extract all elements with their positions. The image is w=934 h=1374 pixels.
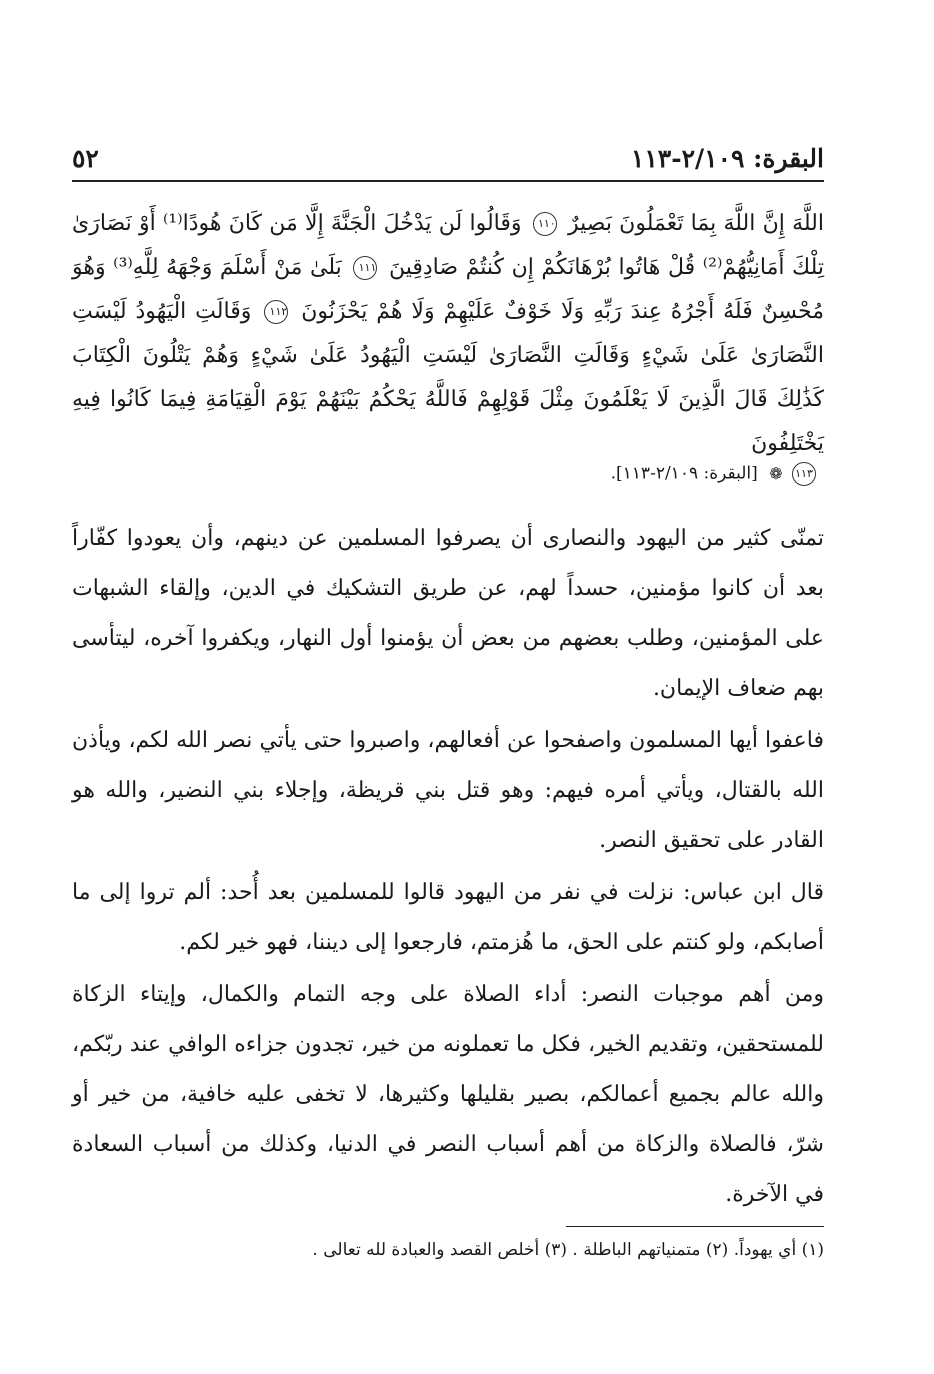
verse-text: وَقَالُوا لَن يَدْخُلَ الْجَنَّةَ إِلَّا مَن كَانَ هُودًا⁽¹⁾ أَوْ نَصَارَىٰ تِلْكَ أَمَانِيُّهُمْ⁽²⁾ قُلْ هَاتُوا بُرْهَانَكُمْ إِن كُنتُمْ صَادِقِينَ (72, 211, 825, 280)
source-reference: [البقرة: ٢/١٠٩-١١٣]. (610, 463, 758, 484)
ornament-icon: ❁ (769, 463, 783, 483)
verse-text: بَلَىٰ مَنْ أَسْلَمَ وَجْهَهُ لِلَّهِ⁽³⁾ وَهُوَ مُحْسِنٌ فَلَهُ أَجْرُهُ عِندَ رَبِّهِ وَلَا خَوْفٌ عَلَيْهِمْ وَلَا هُمْ يَحْزَنُونَ (72, 255, 824, 324)
paragraph: تمنّى كثير من اليهود والنصارى أن يصرفوا المسلمين عن دينهم، وأن يعودوا كفّاراً بعد أن كانوا مؤمنين، حسداً لهم، عن طريق التشكيك في الدين، وإلقاء الشبهات على المؤمنين، وطلب بعضهم من بعض أن يؤمنوا أول النهار، ويكفروا آخره، ليتأسى بهم ضعاف الإيمان. (72, 526, 824, 701)
verse-text: وَقَالَتِ الْيَهُودُ لَيْسَتِ النَّصَارَىٰ عَلَىٰ شَيْءٍ وَقَالَتِ النَّصَارَىٰ لَيْسَتِ الْيَهُودُ عَلَىٰ شَيْءٍ وَهُمْ يَتْلُونَ الْكِتَابَ كَذَٰلِكَ قَالَ الَّذِينَ لَا يَعْلَمُونَ مِثْلَ قَوْلِهِمْ فَاللَّهُ يَحْكُمُ بَيْنَهُمْ يَوْمَ الْقِيَامَةِ فِيمَا كَانُوا فِيهِ يَخْتَلِفُونَ (72, 299, 824, 456)
page-header (72, 140, 824, 182)
page-number: ٥٢ (72, 144, 99, 173)
running-head: البقرة: ٢/١٠٩-١١٣ (630, 144, 824, 173)
verse-text: اللَّهَ إِنَّ اللَّهَ بِمَا تَعْمَلُونَ بَصِيرٌ (567, 211, 824, 236)
footnotes: (١) أي يهوداً. (٢) متمنياتهم الباطلة . (٣) أخلص القصد والعبادة لله تعالى . (312, 1240, 824, 1260)
paragraph: فاعفوا أيها المسلمون واصفحوا عن أفعالهم، واصبروا حتى يأتي نصر الله لكم، ويأذن الله بالقتال، ويأتي أمره فيهم: وهو قتل بني قريظة، وإجلاء بني النضير، والله هو القادر على تحقيق النصر. (72, 728, 824, 853)
ayah-number-marker: ١١١ (353, 256, 377, 280)
quran-verses (72, 202, 824, 466)
footnote-divider (566, 1226, 824, 1227)
ayah-number-marker: ١١٠ (533, 212, 557, 236)
quran-source (611, 462, 820, 486)
paragraph: قال ابن عباس: نزلت في نفر من اليهود قالوا للمسلمين بعد أُحد: ألم تروا إلى ما أصابكم، ولو كنتم على الحق، ما هُزمتم، فارجعوا إلى ديننا، فهو خير لكم. (72, 880, 824, 955)
paragraph: ومن أهم موجبات النصر: أداء الصلاة على وجه التمام والكمال، وإيتاء الزكاة للمستحقين، وتقديم الخير، فكل ما تعملونه من خير، تجدون جزاءه الوافي عند ربّكم، والله عالم بجميع أعمالكم، بصير بقليلها وكثيرها، لا تخفى عليه خافية، من خير أو شرّ، فالصلاة والزكاة من أهم أسباب النصر في الدنيا، وكذلك من أسباب السعادة في الآخرة. (72, 982, 824, 1207)
ayah-number-marker: ١١٣ (792, 462, 816, 486)
ayah-number-marker: ١١٢ (264, 300, 288, 324)
